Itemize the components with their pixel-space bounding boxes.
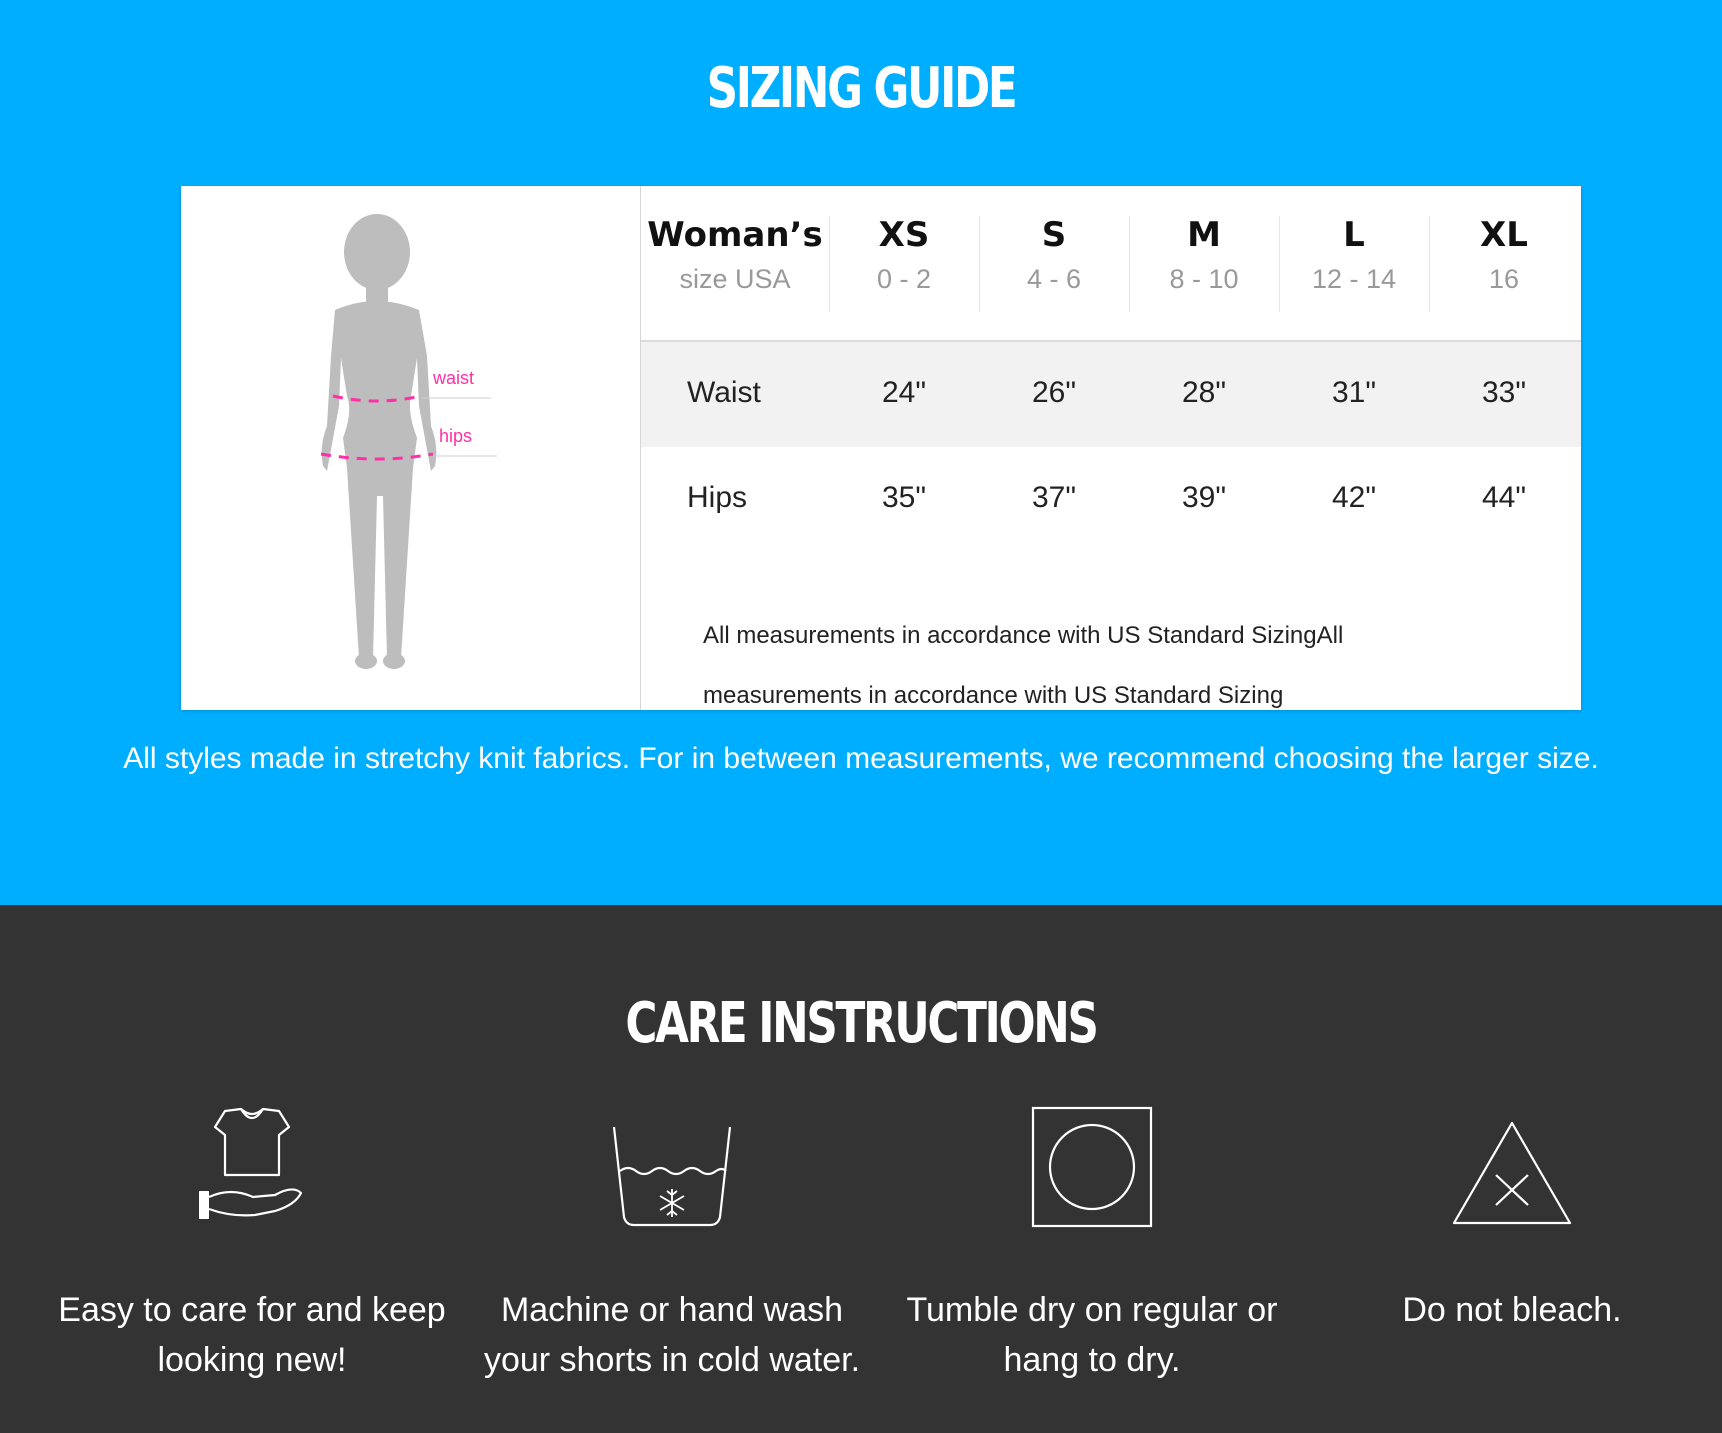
care-item-tumble-dry — [882, 1105, 1302, 1425]
table-cell: 39" — [1181, 481, 1227, 514]
size-chart-card — [181, 186, 1581, 710]
row-label: Waist — [687, 376, 761, 409]
table-row-waist — [641, 342, 1581, 447]
table-cell: 28" — [1181, 376, 1227, 409]
size-name: S — [1041, 215, 1067, 255]
cold-wash-icon — [610, 1105, 734, 1229]
size-name: XL — [1480, 215, 1528, 255]
size-table-header — [641, 186, 1581, 342]
care-item-easy-care — [42, 1105, 462, 1425]
size-range: 8 - 10 — [1169, 264, 1239, 294]
tumble-dry-icon — [1030, 1105, 1154, 1229]
measurement-note: All measurements in accordance with US Standard SizingAll measurements in accordance with US Standard Sizing — [703, 622, 1344, 709]
size-range: 4 - 6 — [1026, 264, 1082, 294]
no-bleach-icon — [1450, 1105, 1574, 1229]
sizing-tagline: All styles made in stretchy knit fabrics. For in between measurements, we recommend choosing the larger size. — [123, 742, 1599, 775]
table-cell: 44" — [1481, 481, 1527, 514]
table-cell: 37" — [1031, 481, 1077, 514]
woman-silhouette-icon — [281, 206, 581, 686]
hips-figure-label: hips — [439, 426, 473, 446]
table-cell: 26" — [1031, 376, 1077, 409]
size-range: 0 - 2 — [876, 264, 932, 294]
size-range: 16 — [1488, 264, 1520, 294]
header-size-xs — [829, 212, 979, 312]
table-cell: 24" — [881, 376, 927, 409]
womans-label: Woman’s — [647, 215, 823, 255]
care-instructions-title: CARE INSTRUCTIONS — [625, 991, 1097, 1056]
shirt-hand-icon — [197, 1105, 307, 1229]
care-text-line: hang to dry. — [1003, 1341, 1181, 1379]
care-text-line: Tumble dry on regular or — [906, 1291, 1278, 1329]
header-size-s — [979, 212, 1129, 312]
care-text-line: looking new! — [157, 1341, 347, 1379]
header-size-xl — [1429, 212, 1579, 312]
waist-figure-label: waist — [433, 368, 475, 388]
row-label: Hips — [687, 481, 748, 514]
size-name: M — [1187, 215, 1221, 255]
care-text-line: Do not bleach. — [1402, 1291, 1622, 1329]
header-label-cell — [641, 212, 829, 312]
care-text — [462, 1285, 882, 1385]
table-cell: 31" — [1331, 376, 1377, 409]
size-usa-label: size USA — [679, 264, 791, 294]
care-text — [882, 1285, 1302, 1385]
size-name: XS — [878, 215, 930, 255]
care-text-line: Easy to care for and keep — [58, 1291, 446, 1329]
table-cell: 35" — [881, 481, 927, 514]
header-size-l — [1279, 212, 1429, 312]
care-instructions-section — [0, 905, 1722, 1433]
care-item-no-bleach — [1302, 1105, 1722, 1425]
care-text-line: your shorts in cold water. — [483, 1341, 861, 1379]
size-range: 12 - 14 — [1311, 264, 1397, 294]
care-text — [42, 1285, 462, 1385]
body-figure-panel — [181, 186, 641, 710]
header-size-m — [1129, 212, 1279, 312]
table-row-hips — [641, 447, 1581, 552]
size-table — [641, 186, 1581, 552]
care-text-line: Machine or hand wash — [500, 1291, 844, 1329]
table-cell: 33" — [1481, 376, 1527, 409]
size-name: L — [1343, 215, 1365, 255]
sizing-guide-title: SIZING GUIDE — [706, 56, 1016, 121]
care-item-cold-wash — [462, 1105, 882, 1425]
table-cell: 42" — [1331, 481, 1377, 514]
care-text — [1302, 1285, 1722, 1335]
